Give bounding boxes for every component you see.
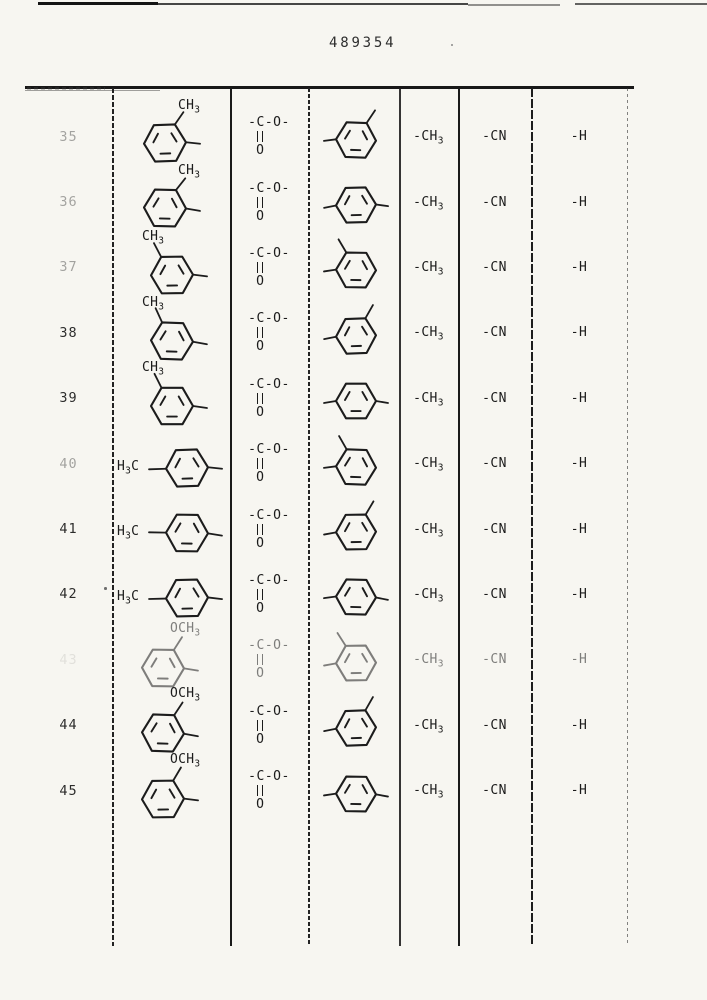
r1-structure xyxy=(115,294,227,365)
substituent-label: $H_3C$ xyxy=(117,524,140,542)
ester-text: -C-O- xyxy=(248,376,290,392)
r2-structure-cell xyxy=(308,562,399,627)
ester-oxygen: O xyxy=(256,404,264,420)
ester-text: -C-O- xyxy=(248,638,290,654)
r2-structure-cell xyxy=(308,235,399,300)
r2-structure-cell xyxy=(308,300,399,365)
hydrogen-label: -H xyxy=(570,325,588,341)
ring-meta-methylphenylene xyxy=(316,304,392,362)
ester-group-cell xyxy=(230,366,308,431)
ester-group xyxy=(248,246,290,289)
r1-structure xyxy=(115,360,227,430)
ester-oxygen: O xyxy=(256,535,264,551)
r2-structure-cell xyxy=(308,496,399,561)
nitrile-cell xyxy=(458,627,531,692)
nitrile-label: -CN xyxy=(482,717,507,733)
structure-2-methoxyphenyl xyxy=(115,628,227,692)
r2-structure xyxy=(316,369,392,427)
substituent-label: $OCH_3$ xyxy=(170,686,201,704)
r2-structure xyxy=(316,238,392,296)
r1-structure-cell xyxy=(112,360,230,431)
double-bond-icon xyxy=(257,524,263,535)
r2-structure xyxy=(316,762,392,820)
ester-group xyxy=(248,508,290,551)
double-bond-icon xyxy=(257,262,263,273)
ring-para-phenylene xyxy=(316,369,392,427)
row-number-cell xyxy=(25,235,112,300)
substituent-label: $CH_3$ xyxy=(142,294,165,313)
substituent-label: $H_3C$ xyxy=(117,458,140,477)
ester-oxygen: O xyxy=(256,143,264,159)
ester-group-cell xyxy=(230,431,308,496)
methyl-cell xyxy=(399,300,458,365)
structure-3-methylphenyl xyxy=(115,235,227,299)
hydrogen-label: -H xyxy=(570,783,588,799)
methyl-label: $-CH_3$ xyxy=(413,783,444,801)
structure-2-methylphenyl xyxy=(115,170,227,234)
r2-structure xyxy=(316,435,392,493)
ring-ortho-methylphenylene xyxy=(316,435,392,493)
substituent-label: $CH_3$ xyxy=(142,229,165,248)
ring-ortho-methylphenylene xyxy=(316,238,392,296)
r2-structure xyxy=(316,631,392,689)
ring-meta-methylphenylene xyxy=(316,696,392,754)
table-row xyxy=(25,97,627,169)
table-rows xyxy=(25,88,627,823)
hydrogen-cell xyxy=(531,366,627,431)
ester-text: -C-O- xyxy=(248,442,290,458)
hydrogen-label: -H xyxy=(570,390,588,406)
ester-group xyxy=(248,115,290,158)
table-column-rule xyxy=(627,88,628,946)
r2-structure-cell xyxy=(308,169,399,234)
hydrogen-cell xyxy=(531,300,627,365)
row-number: 35 xyxy=(59,128,78,145)
methyl-cell xyxy=(399,496,458,561)
ester-group xyxy=(248,181,290,224)
methyl-label: $-CH_3$ xyxy=(413,325,444,343)
nitrile-cell xyxy=(458,104,531,169)
substituent-label: $OCH_3$ xyxy=(170,620,201,639)
page-top-edge-line xyxy=(38,2,158,5)
ester-group-cell xyxy=(230,300,308,365)
methyl-label: $-CH_3$ xyxy=(413,652,444,670)
ring-meta-methylphenylene xyxy=(316,108,392,166)
ester-group xyxy=(248,769,290,812)
methyl-cell xyxy=(399,693,458,758)
r1-structure xyxy=(115,97,227,169)
structure-3-methylphenyl xyxy=(115,366,227,430)
nitrile-cell xyxy=(458,431,531,496)
hydrogen-label: -H xyxy=(570,456,588,472)
r1-structure-cell xyxy=(112,751,230,823)
ring-meta-methylphenylene xyxy=(316,500,392,558)
hydrogen-cell xyxy=(531,496,627,561)
hydrogen-label: -H xyxy=(570,129,588,145)
methyl-label: $-CH_3$ xyxy=(413,521,444,540)
row-number: 37 xyxy=(59,259,78,276)
methyl-label: $-CH_3$ xyxy=(413,586,444,605)
row-number: 41 xyxy=(59,521,78,538)
table-row xyxy=(25,360,627,431)
r1-structure-cell xyxy=(112,431,230,496)
double-bond-icon xyxy=(257,458,263,469)
nitrile-label: -CN xyxy=(482,521,507,537)
r2-structure-cell xyxy=(308,627,399,692)
structure-3-methylphenyl xyxy=(115,301,227,365)
nitrile-cell xyxy=(458,235,531,300)
ester-group-cell xyxy=(230,627,308,692)
r1-structure-cell xyxy=(112,620,230,692)
r1-structure-cell xyxy=(112,294,230,365)
ester-group-cell xyxy=(230,562,308,627)
ester-oxygen: O xyxy=(256,731,264,747)
row-number-cell xyxy=(25,758,112,823)
ester-group xyxy=(248,377,290,420)
nitrile-label: -CN xyxy=(482,325,507,341)
row-number: 44 xyxy=(59,717,78,734)
ester-text: -C-O- xyxy=(248,115,290,131)
methyl-label: $-CH_3$ xyxy=(413,456,444,474)
double-bond-icon xyxy=(257,654,263,665)
r1-structure xyxy=(115,751,227,823)
r2-structure-cell xyxy=(308,693,399,758)
hydrogen-label: -H xyxy=(570,717,588,733)
double-bond-icon xyxy=(257,197,263,208)
nitrile-cell xyxy=(458,496,531,561)
table-row xyxy=(25,294,627,365)
r2-structure-cell xyxy=(308,431,399,496)
row-number-cell xyxy=(25,431,112,496)
r1-structure xyxy=(115,229,227,299)
ester-text: -C-O- xyxy=(248,311,290,327)
row-number-cell xyxy=(25,693,112,758)
row-number: 45 xyxy=(59,782,78,799)
methyl-label: $-CH_3$ xyxy=(413,194,444,213)
hydrogen-label: -H xyxy=(570,586,588,602)
ester-text: -C-O- xyxy=(248,572,290,588)
hydrogen-label: -H xyxy=(570,521,588,537)
row-number-cell xyxy=(25,627,112,692)
double-bond-icon xyxy=(257,393,263,404)
row-number: 36 xyxy=(59,194,78,211)
nitrile-cell xyxy=(458,169,531,234)
ester-group-cell xyxy=(230,693,308,758)
substituent-label: $CH_3$ xyxy=(178,163,201,181)
nitrile-label: -CN xyxy=(482,194,507,210)
ester-group-cell xyxy=(230,496,308,561)
substituent-label: $H_3C$ xyxy=(117,589,140,608)
table-row xyxy=(25,496,627,561)
scan-artifact-dot xyxy=(451,44,453,46)
r1-structure xyxy=(115,686,227,757)
hydrogen-cell xyxy=(531,693,627,758)
hydrogen-label: -H xyxy=(570,259,588,275)
row-number-cell xyxy=(25,562,112,627)
nitrile-label: -CN xyxy=(482,390,507,406)
row-number-cell xyxy=(25,496,112,561)
ester-oxygen: O xyxy=(256,470,264,486)
methyl-label: $-CH_3$ xyxy=(413,390,444,409)
hydrogen-cell xyxy=(531,169,627,234)
structure-2-methylphenyl xyxy=(115,105,227,169)
ring-para-phenylene xyxy=(316,762,392,820)
nitrile-cell xyxy=(458,300,531,365)
double-bond-icon xyxy=(257,785,263,796)
r1-structure-cell xyxy=(112,163,230,234)
ester-group xyxy=(248,638,290,681)
methyl-label: $-CH_3$ xyxy=(413,717,444,736)
nitrile-label: -CN xyxy=(482,259,507,275)
nitrile-cell xyxy=(458,366,531,431)
ester-oxygen: O xyxy=(256,797,264,813)
methyl-label: $-CH_3$ xyxy=(413,129,444,147)
table-row xyxy=(25,163,627,234)
r2-structure xyxy=(316,173,392,231)
methyl-cell xyxy=(399,169,458,234)
table-row xyxy=(25,751,627,823)
substituent-label: $CH_3$ xyxy=(142,360,165,378)
hydrogen-cell xyxy=(531,758,627,823)
r2-structure-cell xyxy=(308,366,399,431)
ester-text: -C-O- xyxy=(248,703,290,719)
nitrile-label: -CN xyxy=(482,586,507,602)
methyl-label: $-CH_3$ xyxy=(413,259,444,278)
ester-text: -C-O- xyxy=(248,769,290,785)
hydrogen-cell xyxy=(531,627,627,692)
nitrile-label: -CN xyxy=(482,456,507,472)
ring-ortho-methylphenylene xyxy=(316,631,392,689)
ring-para-phenylene xyxy=(316,173,392,231)
r1-structure-cell xyxy=(112,562,230,627)
table-row xyxy=(25,562,627,627)
methyl-cell xyxy=(399,627,458,692)
row-number: 40 xyxy=(59,455,78,472)
r2-structure xyxy=(316,304,392,362)
page-top-edge-line xyxy=(468,4,560,6)
hydrogen-cell xyxy=(531,235,627,300)
hydrogen-label: -H xyxy=(570,652,588,668)
structure-2-methoxyphenyl xyxy=(115,759,227,823)
r1-structure xyxy=(115,562,227,626)
ester-group-cell xyxy=(230,758,308,823)
double-bond-icon xyxy=(257,327,263,338)
ester-group-cell xyxy=(230,235,308,300)
ester-group-cell xyxy=(230,169,308,234)
ester-oxygen: O xyxy=(256,600,264,616)
ester-text: -C-O- xyxy=(248,507,290,523)
r1-structure xyxy=(115,620,227,692)
row-number: 38 xyxy=(59,324,78,341)
hydrogen-cell xyxy=(531,104,627,169)
methyl-cell xyxy=(399,366,458,431)
table-row xyxy=(25,686,627,758)
ester-group-cell xyxy=(230,104,308,169)
table-row xyxy=(25,620,627,692)
r1-structure-cell xyxy=(112,496,230,561)
page-top-edge-line xyxy=(575,3,707,5)
hydrogen-cell xyxy=(531,562,627,627)
ester-oxygen: O xyxy=(256,666,264,682)
row-number-cell xyxy=(25,169,112,234)
double-bond-icon xyxy=(257,589,263,600)
methyl-cell xyxy=(399,235,458,300)
row-number-cell xyxy=(25,366,112,431)
table-row xyxy=(25,229,627,300)
substituent-label: $OCH_3$ xyxy=(170,751,201,770)
double-bond-icon xyxy=(257,131,263,142)
ester-text: -C-O- xyxy=(248,180,290,196)
r2-structure-cell xyxy=(308,758,399,823)
row-number: 43 xyxy=(59,651,78,668)
row-number: 42 xyxy=(59,586,78,603)
hydrogen-cell xyxy=(531,431,627,496)
methyl-cell xyxy=(399,431,458,496)
r1-structure xyxy=(115,163,227,234)
r2-structure xyxy=(316,108,392,166)
hydrogen-label: -H xyxy=(570,194,588,210)
nitrile-cell xyxy=(458,758,531,823)
ester-oxygen: O xyxy=(256,339,264,355)
page-top-edge-line xyxy=(158,3,468,5)
r1-structure xyxy=(115,432,227,496)
methyl-cell xyxy=(399,758,458,823)
nitrile-label: -CN xyxy=(482,129,507,145)
ester-group xyxy=(248,442,290,485)
ester-group xyxy=(248,573,290,616)
substituent-label: $CH_3$ xyxy=(178,97,201,116)
nitrile-label: -CN xyxy=(482,652,507,668)
table-row xyxy=(25,431,627,496)
ring-para-phenylene xyxy=(316,565,392,623)
ester-oxygen: O xyxy=(256,273,264,289)
nitrile-label: -CN xyxy=(482,783,507,799)
r1-structure-cell xyxy=(112,97,230,169)
row-number-cell xyxy=(25,104,112,169)
methyl-cell xyxy=(399,104,458,169)
structure-2-methoxyphenyl xyxy=(115,693,227,757)
r2-structure-cell xyxy=(308,104,399,169)
r1-structure xyxy=(115,497,227,561)
ester-oxygen: O xyxy=(256,208,264,224)
ester-group xyxy=(248,311,290,354)
r2-structure xyxy=(316,565,392,623)
r1-structure-cell xyxy=(112,229,230,300)
ester-group xyxy=(248,704,290,747)
methyl-cell xyxy=(399,562,458,627)
row-number-cell xyxy=(25,300,112,365)
nitrile-cell xyxy=(458,562,531,627)
nitrile-cell xyxy=(458,693,531,758)
r1-structure-cell xyxy=(112,686,230,758)
r2-structure xyxy=(316,500,392,558)
row-number: 39 xyxy=(59,390,78,407)
patent-number: 489354 xyxy=(329,35,397,51)
double-bond-icon xyxy=(257,720,263,731)
ester-text: -C-O- xyxy=(248,245,290,261)
r2-structure xyxy=(316,696,392,754)
